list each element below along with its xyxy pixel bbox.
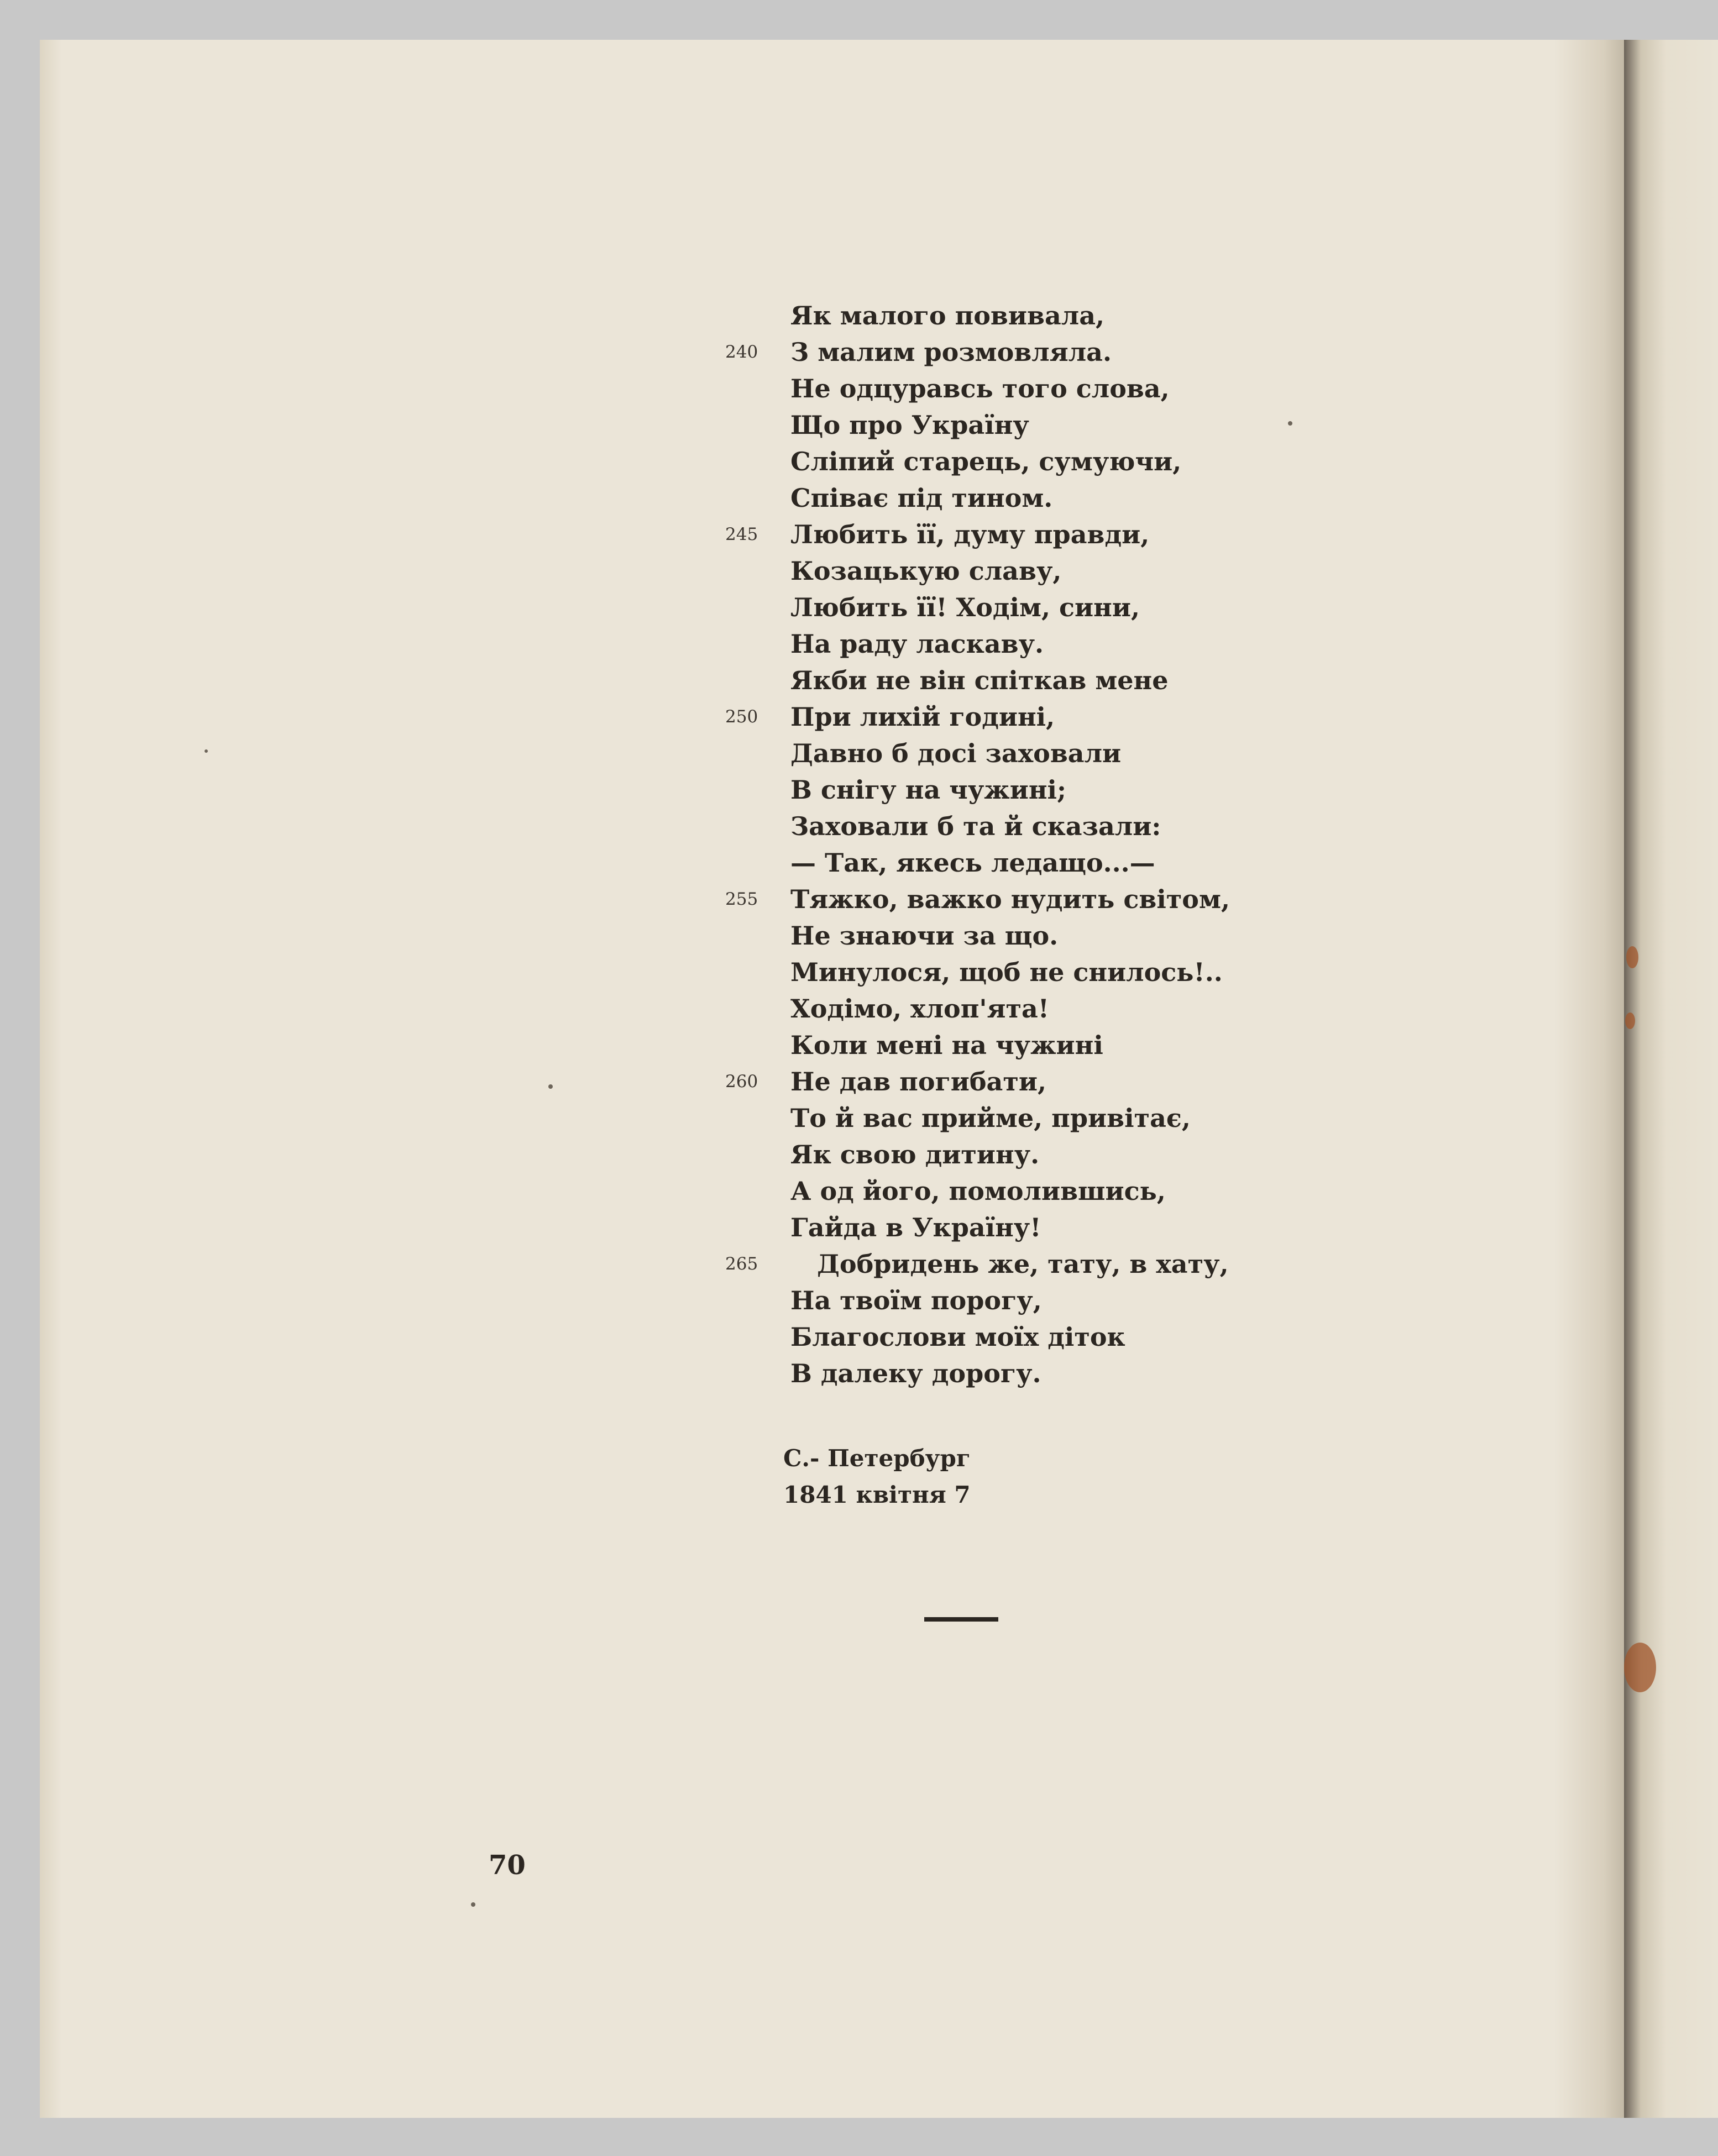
line-text: Не дав погибати, — [790, 1067, 1046, 1097]
signature-date: 1841 квітня 7 — [783, 1481, 971, 1508]
line-text: Як малого повивала, — [790, 301, 1105, 331]
poem-line — [725, 1246, 1288, 1282]
line-text: — Так, якесь ледащо...— — [790, 848, 1155, 878]
paper-stain — [1625, 1013, 1635, 1029]
poem-line — [790, 589, 1288, 626]
poem-line — [790, 297, 1288, 334]
poem-line — [790, 1027, 1288, 1063]
line-text: Не знаючи за що. — [790, 921, 1059, 951]
line-text: На раду ласкаву. — [790, 629, 1044, 659]
line-text: Давно б досі заховали — [790, 738, 1122, 768]
book-gutter-shadow — [1554, 40, 1624, 2118]
line-text: Сліпий старець, сумуючи, — [790, 447, 1182, 476]
line-number: 250 — [725, 707, 758, 727]
paper-stain — [1626, 946, 1638, 968]
poem-line — [790, 553, 1288, 589]
line-number: 245 — [725, 524, 758, 544]
line-text: Минулося, щоб не снилось!.. — [790, 957, 1223, 987]
poem-line — [790, 480, 1288, 516]
line-text: З малим розмовляла. — [790, 337, 1112, 367]
adjacent-page-edge — [1624, 40, 1718, 2118]
line-text: Що про Україну — [790, 410, 1029, 440]
paper-stain — [1624, 1643, 1656, 1692]
poem-line — [790, 808, 1288, 844]
line-text: Заховали б та й сказали: — [790, 811, 1161, 841]
line-number: 255 — [725, 889, 758, 909]
book-page — [40, 40, 1624, 2118]
line-text: Козацькую славу, — [790, 556, 1062, 586]
line-text: Коли мені на чужині — [790, 1030, 1103, 1060]
poem-line — [790, 1209, 1288, 1246]
line-text: Добридень же, тату, в хату, — [817, 1249, 1229, 1279]
poem-line — [790, 735, 1288, 772]
poem-body — [725, 297, 1288, 1392]
line-text: Тяжко, важко нудить світом, — [790, 884, 1230, 914]
paper-speck — [1288, 421, 1292, 426]
line-text: Благослови моїх діток — [790, 1322, 1125, 1352]
line-text: Любить її! Ходім, сини, — [790, 592, 1140, 622]
poem-line — [790, 954, 1288, 990]
line-text: Любить її, думу правди, — [790, 520, 1150, 549]
poem-line — [725, 334, 1288, 370]
poem-line — [790, 662, 1288, 699]
paper-speck — [471, 1902, 475, 1907]
poem-line — [725, 1063, 1288, 1100]
poem-line — [790, 443, 1288, 480]
line-text: Гайда в Україну! — [790, 1213, 1041, 1242]
paper-speck — [548, 1084, 553, 1089]
poem-line — [790, 1319, 1288, 1355]
line-text: При лихій годині, — [790, 702, 1055, 732]
poem-line — [790, 626, 1288, 662]
paper-speck — [205, 749, 208, 753]
line-text: В снігу на чужині; — [790, 775, 1066, 805]
poem-line — [790, 370, 1288, 407]
line-text: Якби не він спіткав мене — [790, 665, 1169, 695]
poem-line — [790, 917, 1288, 954]
signature-block — [783, 1440, 971, 1513]
poem-line — [790, 1100, 1288, 1136]
line-text: То й вас прийме, привітає, — [790, 1103, 1191, 1133]
end-rule-divider — [924, 1617, 998, 1622]
line-text: На твоїм порогу, — [790, 1286, 1042, 1315]
line-number: 260 — [725, 1072, 758, 1092]
page-number: 70 — [489, 1850, 526, 1881]
poem-line — [790, 844, 1288, 881]
signature-place: С.- Петербург — [783, 1445, 971, 1472]
poem-line — [725, 881, 1288, 917]
page-edge — [40, 40, 62, 2118]
line-number: 265 — [725, 1254, 758, 1274]
line-number: 240 — [725, 342, 758, 362]
poem-line — [790, 1173, 1288, 1209]
poem-line — [790, 407, 1288, 443]
poem-line — [725, 516, 1288, 553]
line-text: А од його, помолившись, — [790, 1176, 1166, 1206]
poem-line — [790, 1282, 1288, 1319]
poem-line — [725, 699, 1288, 735]
line-text: Як свою дитину. — [790, 1140, 1040, 1169]
line-text: Співає під тином. — [790, 483, 1053, 513]
poem-line — [790, 772, 1288, 808]
line-text: Ходімо, хлоп'ята! — [790, 994, 1049, 1024]
poem-line — [790, 1355, 1288, 1392]
poem-line — [790, 990, 1288, 1027]
line-text: В далеку дорогу. — [790, 1358, 1041, 1388]
poem-line — [790, 1136, 1288, 1173]
line-text: Не одцуравсь того слова, — [790, 374, 1170, 403]
